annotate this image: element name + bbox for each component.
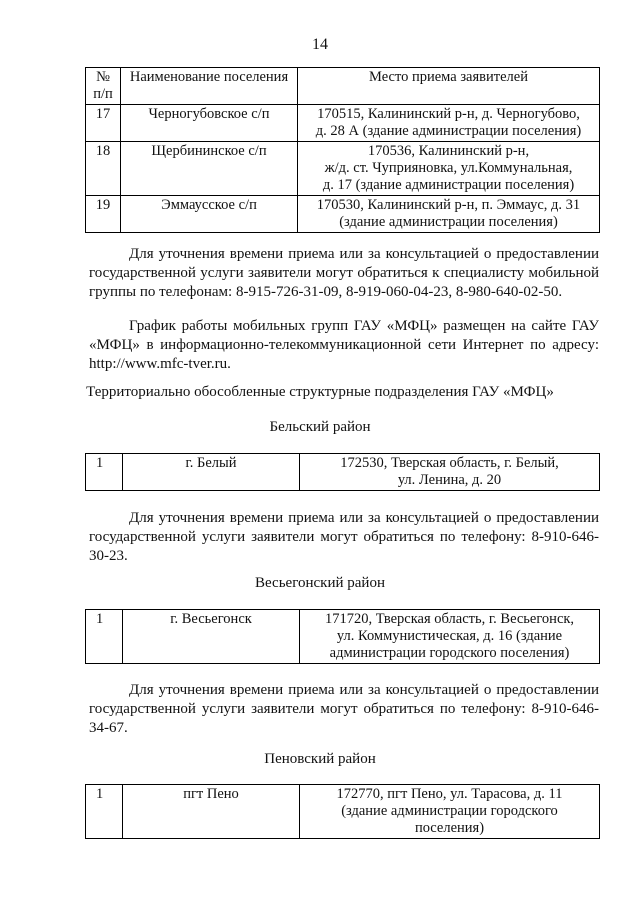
section-title: Территориально обособленные структурные подразделения ГАУ «МФЦ» [86,384,554,400]
place-line: (здание администрации городского [341,803,558,819]
place-line: ул. Ленина, д. 20 [397,472,502,488]
row-num: 18 [86,142,121,196]
row-settlement: Щербининское с/п [121,142,298,196]
place-line: 171720, Тверская область, г. Весьегонск, [324,611,575,627]
table-row [86,105,600,142]
table-row [86,142,600,196]
row-city: г. Белый [123,454,300,491]
row-settlement: Эммаусское с/п [121,196,298,233]
page-number: 14 [312,36,328,53]
settlements-table [85,67,600,233]
header-place: Место приема заявителей [298,68,600,105]
table-row [86,454,600,491]
row-num: 1 [86,785,123,839]
row-num: 1 [86,610,123,664]
table-row [86,785,600,839]
table-row [86,196,600,233]
penovsky-table [85,784,600,839]
row-place [300,610,600,664]
place-line: поселения) [414,820,485,836]
penovsky-title: Пеновский район [264,751,376,767]
row-place [300,785,600,839]
place-line: 170536, Калининский р-н, [367,143,530,159]
vesyegonsky-note: Для уточнения времени приема или за консультацией о предоставлении государственной услуги заявители могут обратиться по телефону: 8-910-646-34-67. [89,682,599,736]
belsky-note: Для уточнения времени приема или за консультацией о предоставлении государственной услуги заявители могут обратиться по телефону: 8-910-646-30-23. [89,510,599,564]
row-settlement: Черногубовское с/п [121,105,298,142]
place-line: 172770, пгт Пено, ул. Тарасова, д. 11 [336,786,563,802]
belsky-table [85,453,600,491]
row-place [298,142,600,196]
place-line: ж/д. ст. Чуприяновка, ул.Коммунальная, [324,160,573,176]
schedule-paragraph: График работы мобильных групп ГАУ «МФЦ» размещен на сайте ГАУ «МФЦ» в информационно-телекоммуникационной сети Интернет по адресу: http://www.mfc-tver.ru. [89,318,599,372]
row-place [300,454,600,491]
place-line: 172530, Тверская область, г. Белый, [340,455,559,471]
row-num: 1 [86,454,123,491]
place-line: ул. Коммунистическая, д. 16 (здание [336,628,563,644]
header-settlement: Наименование поселения [121,68,298,105]
table-header-row [86,68,600,105]
header-num: № п/п [86,68,121,105]
row-place [298,105,600,142]
place-line: администрации городского поселения) [329,645,570,661]
row-num: 19 [86,196,121,233]
vesyegonsky-table [85,609,600,664]
row-city: пгт Пено [123,785,300,839]
place-line: д. 28 А (здание администрации поселения) [315,123,582,139]
table-row [86,610,600,664]
vesyegonsky-title: Весьегонский район [255,575,385,591]
belsky-title: Бельский район [269,419,371,435]
row-num: 17 [86,105,121,142]
consultation-paragraph: Для уточнения времени приема или за консультацией о предоставлении государственной услуги заявители могут обратиться к специалисту мобильной группы по телефонам: 8-915-726-31-09, 8-919-060-04-23, 8-980-640-02-50. [89,246,599,300]
place-line: 170530, Калининский р-н, п. Эммаус, д. 31 [316,197,581,213]
place-line: д. 17 (здание администрации поселения) [322,177,575,193]
place-line: 170515, Калининский р-н, д. Черногубово, [317,106,580,122]
place-line: (здание администрации поселения) [339,214,558,230]
row-place [298,196,600,233]
row-city: г. Весьегонск [123,610,300,664]
